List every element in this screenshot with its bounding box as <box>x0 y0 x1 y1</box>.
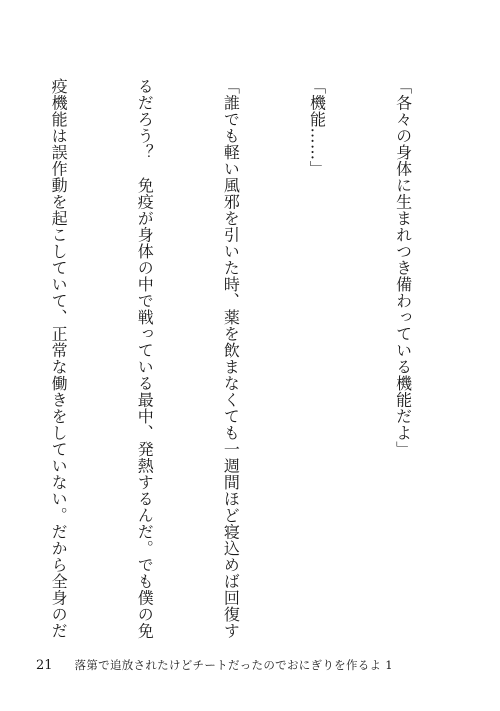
page-number: 21 <box>36 658 53 673</box>
running-title: 落第で追放されたけどチートだったのでおにぎりを作るよ 1 <box>74 658 393 672</box>
paragraph: 疫機能は誤作動を起こしていて、正常な働きをしていない。だから全身のだ <box>49 78 69 639</box>
paragraph: 「誰でも軽い風邪を引いた時、薬を飲まなくても一週間ほど寝込めば回復す <box>221 78 241 639</box>
paragraph: るだろう？ 免疫が身体の中で戦っている最中、発熱するんだ。でも僕の免 <box>135 78 155 639</box>
vertical-text-body <box>0 78 474 638</box>
paragraph: 「機能……」 <box>307 78 327 177</box>
paragraph: 「各々の身体に生まれつき備わっている機能だよ」 <box>393 78 413 458</box>
page-footer <box>36 657 393 673</box>
